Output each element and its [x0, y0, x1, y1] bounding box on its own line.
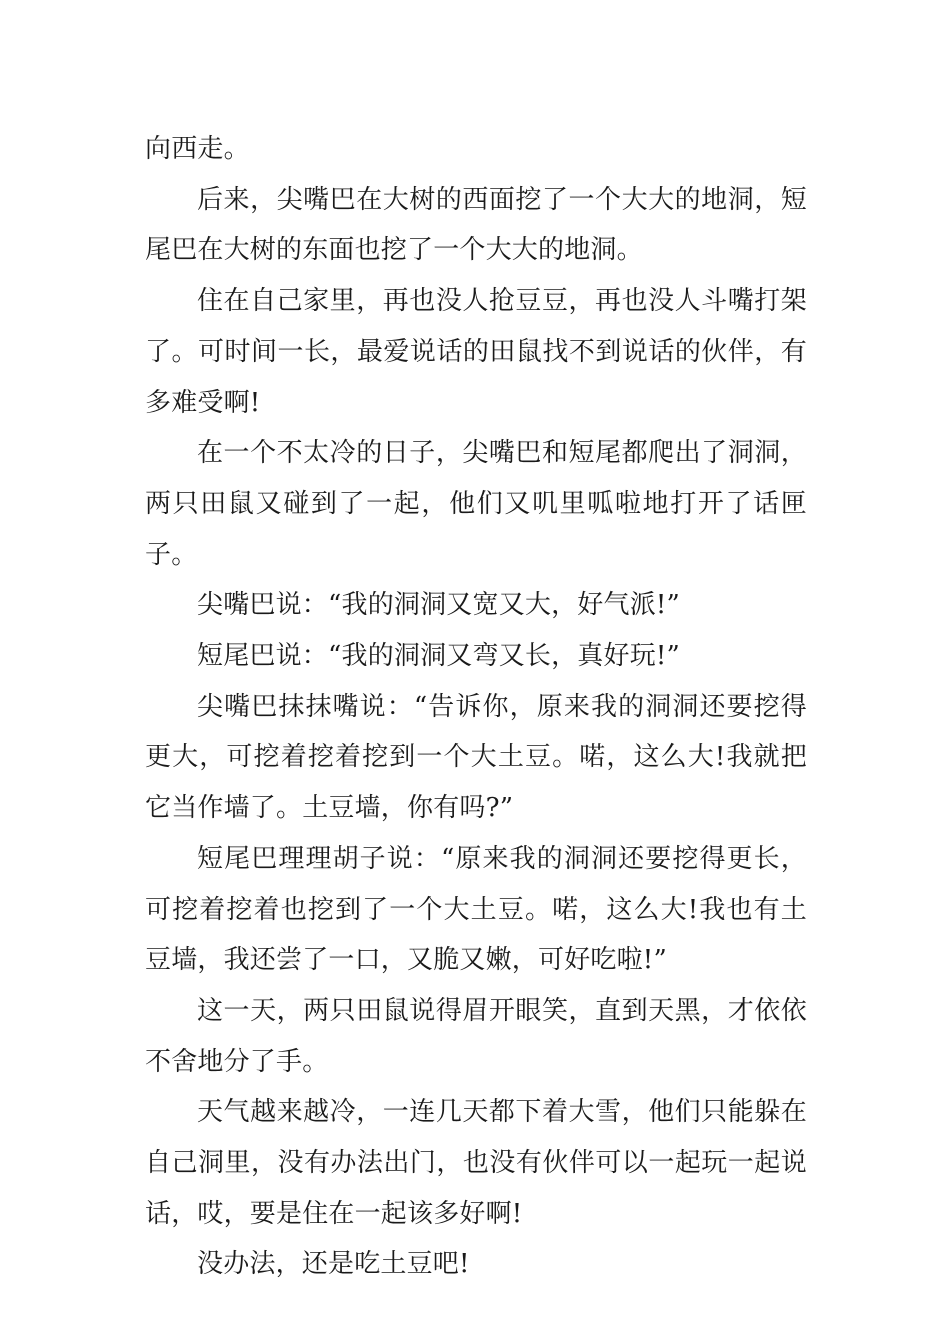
- paragraph-dialogue: 尖嘴巴抹抹嘴说：“告诉你，原来我的洞洞还要挖得更大，可挖着挖着挖到一个大土豆。喏，这么大!我就把它当作墙了。土豆墙，你有吗?”: [145, 691, 807, 824]
- paragraph-dialogue: 短尾巴理理胡子说：“原来我的洞洞还要挖得更长，可挖着挖着也挖到了一个大土豆。喏，这么大!我也有土豆墙，我还尝了一口，又脆又嫩，可好吃啦!”: [145, 843, 807, 976]
- story-text: [145, 124, 807, 1290]
- paragraph-dialogue: 短尾巴说：“我的洞洞又弯又长，真好玩!”: [197, 641, 681, 672]
- paragraph-dialogue: 尖嘴巴说：“我的洞洞又宽又大，好气派!”: [197, 590, 681, 621]
- paragraph: 没办法，还是吃土豆吧!: [197, 1249, 470, 1280]
- paragraph: 住在自己家里，再也没人抢豆豆，再也没人斗嘴打架了。可时间一长，最爱说话的田鼠找不到说话的伙伴，有多难受啊!: [145, 286, 807, 418]
- paragraph: 天气越来越冷，一连几天都下着大雪，他们只能躲在自己洞里，没有办法出门，也没有伙伴可以一起玩一起说话，哎，要是住在一起该多好啊!: [145, 1097, 807, 1229]
- paragraph-continuation: 向西走。: [145, 134, 250, 164]
- paragraph: 在一个不太冷的日子，尖嘴巴和短尾都爬出了洞洞，两只田鼠又碰到了一起，他们又叽里呱啦地打开了话匣子。: [145, 438, 807, 570]
- paragraph: 这一天，两只田鼠说得眉开眼笑，直到天黑，才依依不舍地分了手。: [145, 995, 807, 1077]
- paragraph: 后来，尖嘴巴在大树的西面挖了一个大大的地洞，短尾巴在大树的东面也挖了一个大大的地洞。: [145, 184, 807, 266]
